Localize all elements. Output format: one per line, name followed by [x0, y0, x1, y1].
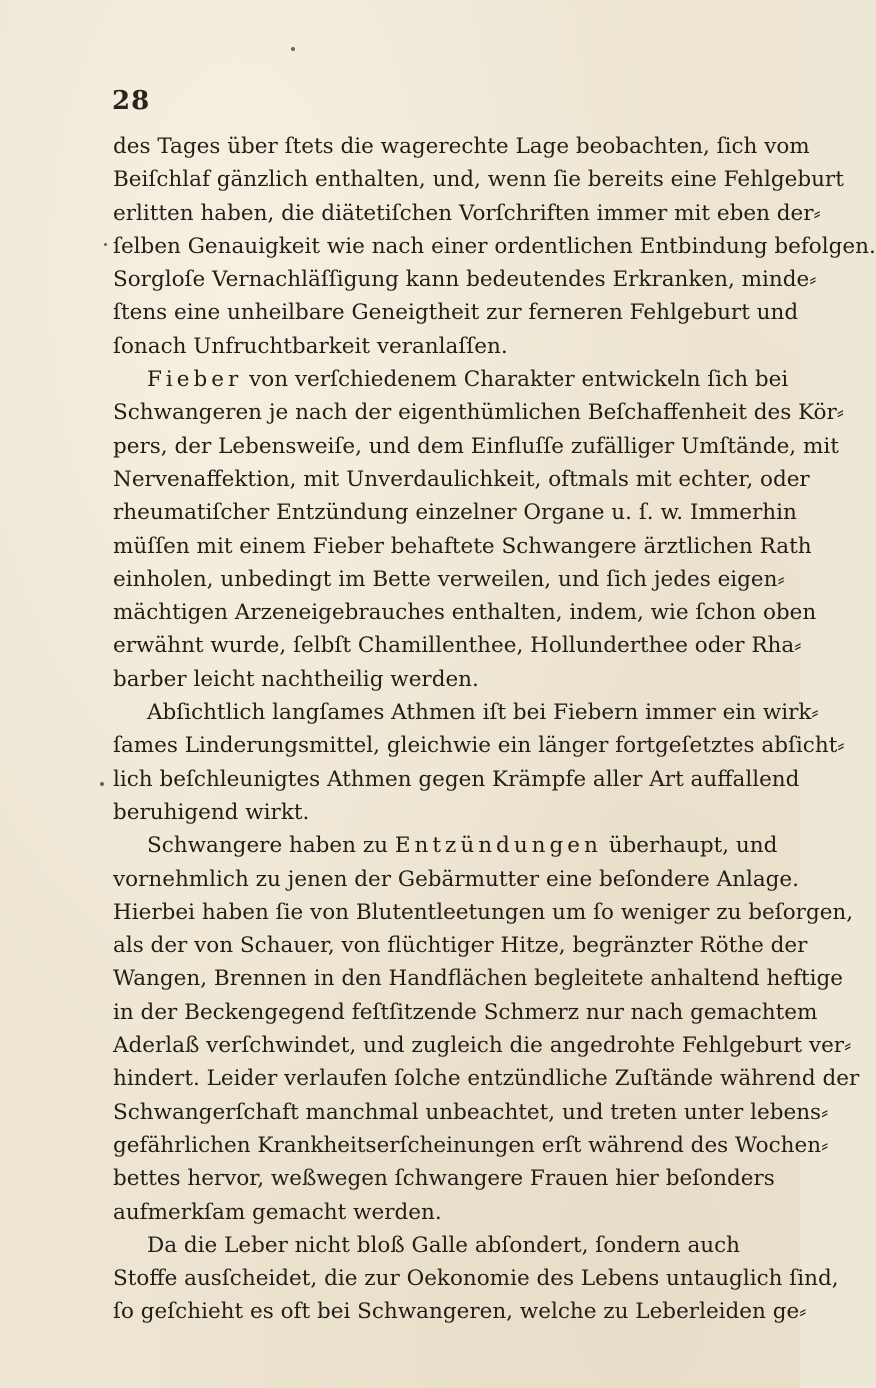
text-line: Abſichtlich langſames Athmen iſt bei Fiebern immer ein wirk⸗ — [147, 700, 819, 726]
text-line: Hierbei haben ſie von Blutentleetungen um ſo weniger zu beſorgen, — [113, 899, 854, 925]
text-line: bettes hervor, weßwegen ſchwangere Frauen hier beſonders — [113, 1166, 775, 1192]
text-line: ſelben Genauigkeit wie nach einer ordentlichen Entbindung befolgen. — [113, 233, 876, 259]
text-line: Wangen, Brennen in den Handflächen begleitete anhaltend heftige — [113, 966, 843, 992]
text-line: gefährlichen Krankheitserſcheinungen erſt während des Wochen⸗ — [113, 1132, 829, 1158]
text-line: erlitten haben, die diätetiſchen Vorſchriften immer mit eben der⸗ — [113, 200, 821, 226]
text-line: erwähnt wurde, ſelbſt Chamillenthee, Hollunderthee oder Rha⸗ — [113, 633, 802, 659]
spaced-term: Entzündungen — [394, 833, 602, 859]
text-line: barber leicht nachtheilig werden. — [113, 666, 479, 692]
text-line: Fieber von verſchiedenem Charakter entwickeln ſich bei — [147, 367, 789, 393]
text-line: ſtens eine unheilbare Geneigtheit zur ferneren Fehlgeburt und — [113, 300, 799, 326]
text-line: ſames Linderungsmittel, gleichwie ein länger fortgeſetztes abſicht⸗ — [113, 733, 845, 759]
paper-speck — [104, 243, 107, 246]
text-line: pers, der Lebensweiſe, und dem Einfluſſe zufälliger Umſtände, mit — [113, 433, 839, 459]
spaced-term: Fieber — [147, 367, 243, 393]
text-line: Schwangeren je nach der eigenthümlichen Beſchaffenheit des Kör⸗ — [113, 400, 844, 426]
text-line: aufmerkſam gemacht werden. — [113, 1199, 442, 1225]
body-text — [113, 130, 876, 1329]
paper-speck — [100, 782, 104, 786]
text-line: in der Beckengegend feſtſitzende Schmerz nur nach gemachtem — [113, 999, 818, 1025]
text-line: ſonach Unfruchtbarkeit veranlaſſen. — [113, 333, 508, 359]
text-line: hindert. Leider verlaufen ſolche entzündliche Zuſtände während der — [113, 1066, 860, 1092]
page-number: 28 — [112, 86, 151, 116]
text-line: mächtigen Arzeneigebrauches enthalten, indem, wie ſchon oben — [113, 600, 817, 626]
text-line: des Tages über ſtets die wagerechte Lage beobachten, ſich vom — [113, 134, 810, 159]
text-line: einholen, unbedingt im Bette verweilen, und ſich jedes eigen⸗ — [113, 566, 785, 592]
text-line: Beiſchlaf gänzlich enthalten, und, wenn ſie bereits eine Fehlgeburt — [113, 167, 844, 193]
text-line: Schwangere haben zu Entzündungen überhaupt, und — [147, 833, 778, 859]
text-line: als der von Schauer, von flüchtiger Hitze, begränzter Röthe der — [113, 933, 808, 959]
text-line: ſo geſchieht es oft bei Schwangeren, welche zu Leberleiden ge⸗ — [113, 1299, 807, 1325]
text-line: lich beſchleunigtes Athmen gegen Krämpfe aller Art auffallend — [113, 766, 800, 792]
text-line: Sorgloſe Vernachläſſigung kann bedeutendes Erkranken, minde⸗ — [113, 267, 817, 293]
paper-speck — [291, 47, 295, 51]
text-line: Schwangerſchaft manchmal unbeachtet, und treten unter lebens⸗ — [113, 1099, 829, 1125]
text-line: Da die Leber nicht bloß Galle abſondert, ſondern auch — [147, 1232, 741, 1258]
text-line: Stoffe ausſcheidet, die zur Oekonomie des Lebens untauglich ſind, — [113, 1266, 839, 1292]
text-line: Nervenaffektion, mit Unverdaulichkeit, oftmals mit echter, oder — [113, 466, 810, 492]
text-line: Aderlaß verſchwindet, und zugleich die angedrohte Fehlgeburt ver⸗ — [113, 1033, 852, 1059]
text-line: müſſen mit einem Fieber behaftete Schwangere ärztlichen Rath — [113, 533, 812, 559]
text-line: rheumatiſcher Entzündung einzelner Organe u. ſ. w. Immerhin — [113, 500, 797, 526]
text-line: vornehmlich zu jenen der Gebärmutter eine beſondere Anlage. — [113, 866, 799, 892]
text-line: beruhigend wirkt. — [113, 799, 310, 825]
